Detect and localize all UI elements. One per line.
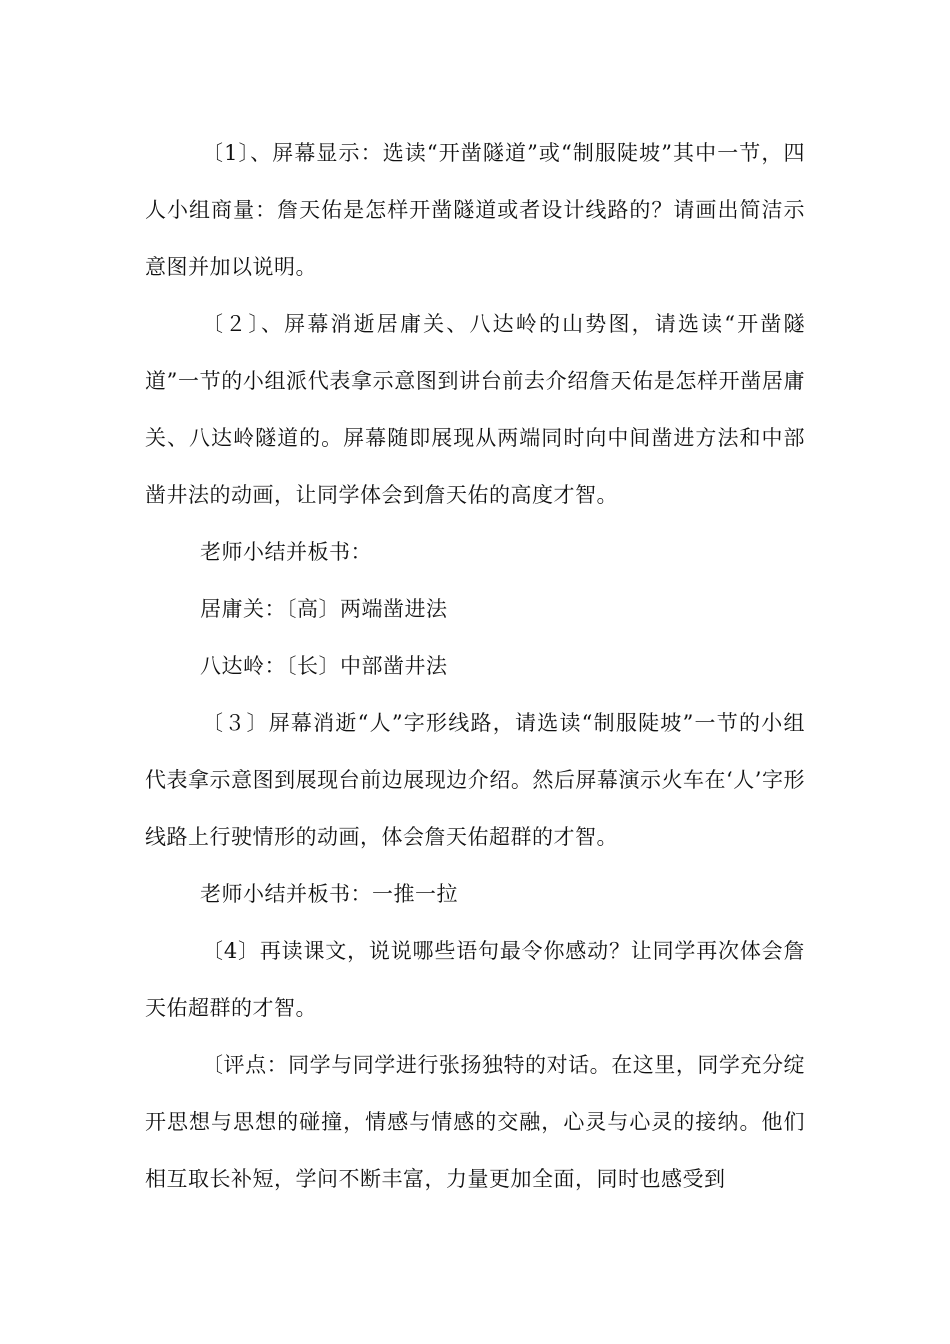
board-note-juyongguan: 居庸关：〔高〕两端凿进法 [200, 597, 448, 621]
board-note-badaling: 八达岭：〔长〕中部凿井法 [200, 654, 448, 678]
teacher-summary-2: 老师小结并板书：一推一拉 [200, 882, 458, 906]
paragraph-4: 〔4〕再读课文，说说哪些语句最令你感动？让同学再次体会詹天佑超群的才智。 [145, 939, 805, 1020]
paragraph-3: 〔３〕屏幕消逝“人”字形线路，请选读“制服陡坡”一节的小组代表拿示意图到展现台前边展现边介绍。然后屏幕演示火车在‘人’字形线路上行驶情形的动画，体会詹天佑超群的才智。 [145, 711, 805, 849]
teacher-summary-1: 老师小结并板书： [200, 540, 372, 564]
paragraph-commentary: 〔评点：同学与同学进行张扬独特的对话。在这里，同学充分绽开思想与思想的碰撞，情感与情感的交融，心灵与心灵的接纳。他们相互取长补短，学问不断丰富，力量更加全面，同时也感受到 [145, 1053, 805, 1191]
paragraph-1: 〔1〕、屏幕显示：选读“开凿隧道”或“制服陡坡”其中一节，四人小组商量：詹天佑是怎样开凿隧道或者设计线路的？请画出简洁示意图并加以说明。 [145, 141, 805, 279]
paragraph-2: 〔２〕、屏幕消逝居庸关、八达岭的山势图，请选读“开凿隧道”一节的小组派代表拿示意图到讲台前去介绍詹天佑是怎样开凿居庸关、八达岭隧道的。屏幕随即展现从两端同时向中间凿进方法和中部凿井法的动画，让同学体会到詹天佑的高度才智。 [145, 312, 805, 507]
